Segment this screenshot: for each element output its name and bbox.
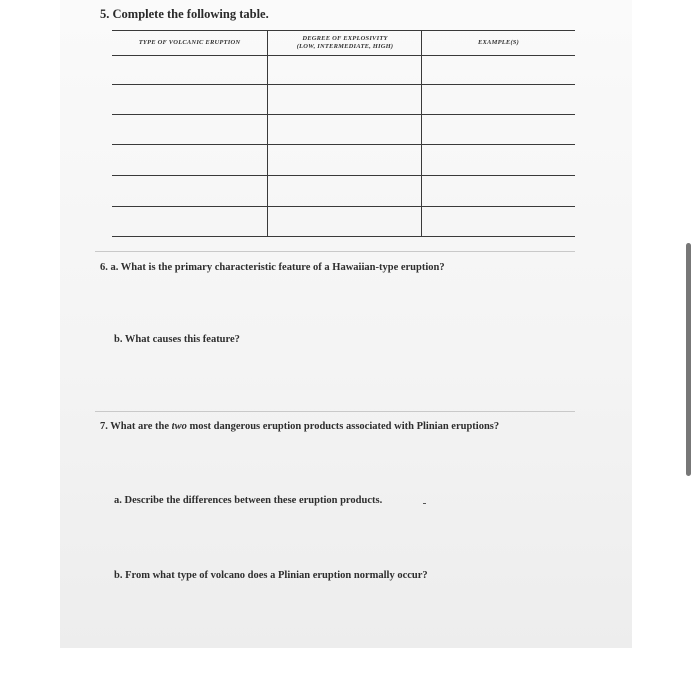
question-7-emphasis: two — [171, 421, 187, 432]
cell-eruption-type[interactable] — [112, 207, 267, 236]
cell-examples[interactable] — [422, 115, 575, 144]
table-row — [112, 115, 575, 144]
table-header-row — [112, 30, 575, 55]
question-7b: b. From what type of volcano does a Plinian eruption normally occur? — [114, 570, 428, 581]
cell-eruption-type[interactable] — [112, 56, 267, 84]
section-divider — [95, 251, 575, 252]
table-row — [112, 56, 575, 84]
section-divider — [95, 411, 575, 412]
table-bottom-rule — [112, 236, 575, 237]
cell-examples[interactable] — [422, 207, 575, 236]
cell-eruption-type[interactable] — [112, 115, 267, 144]
table-row — [112, 85, 575, 114]
cell-explosivity[interactable] — [268, 176, 421, 206]
cell-eruption-type[interactable] — [112, 176, 267, 206]
question-7a: a. Describe the differences between these eruption products. — [114, 495, 383, 506]
cell-examples[interactable] — [422, 176, 575, 206]
cell-explosivity[interactable] — [268, 56, 421, 84]
cell-eruption-type[interactable] — [112, 145, 267, 175]
cell-explosivity[interactable] — [268, 115, 421, 144]
cell-explosivity[interactable] — [268, 145, 421, 175]
table-row — [112, 207, 575, 236]
table-row — [112, 176, 575, 206]
question-6b: b. What causes this feature? — [114, 334, 240, 345]
cell-explosivity[interactable] — [268, 207, 421, 236]
vertical-scrollbar[interactable] — [686, 243, 691, 476]
question-7 — [100, 421, 499, 432]
header-eruption-type: TYPE OF VOLCANIC ERUPTION — [138, 38, 241, 46]
table-top-rule — [112, 30, 575, 31]
question-7-text-end: most dangerous eruption products associated with Plinian eruptions? — [186, 421, 500, 432]
cell-examples[interactable] — [422, 85, 575, 114]
cell-examples[interactable] — [422, 145, 575, 175]
cell-eruption-type[interactable] — [112, 85, 267, 114]
table-row — [112, 145, 575, 175]
header-explosivity — [268, 30, 422, 55]
question-7-text-start: 7. What are the — [100, 421, 172, 432]
question-6a: 6. a. What is the primary characteristic feature of a Hawaiian-type eruption? — [100, 262, 445, 273]
header-explosivity-label: DEGREE OF EXPLOSIVITY — [302, 34, 388, 42]
question-5-title: 5. Complete the following table. — [100, 7, 269, 21]
header-examples: EXAMPLE(S) — [477, 38, 519, 46]
header-explosivity-scale: (LOW, INTERMEDIATE, HIGH) — [296, 42, 394, 50]
cell-examples[interactable] — [422, 56, 575, 84]
stray-mark — [423, 503, 426, 504]
cell-explosivity[interactable] — [268, 85, 421, 114]
